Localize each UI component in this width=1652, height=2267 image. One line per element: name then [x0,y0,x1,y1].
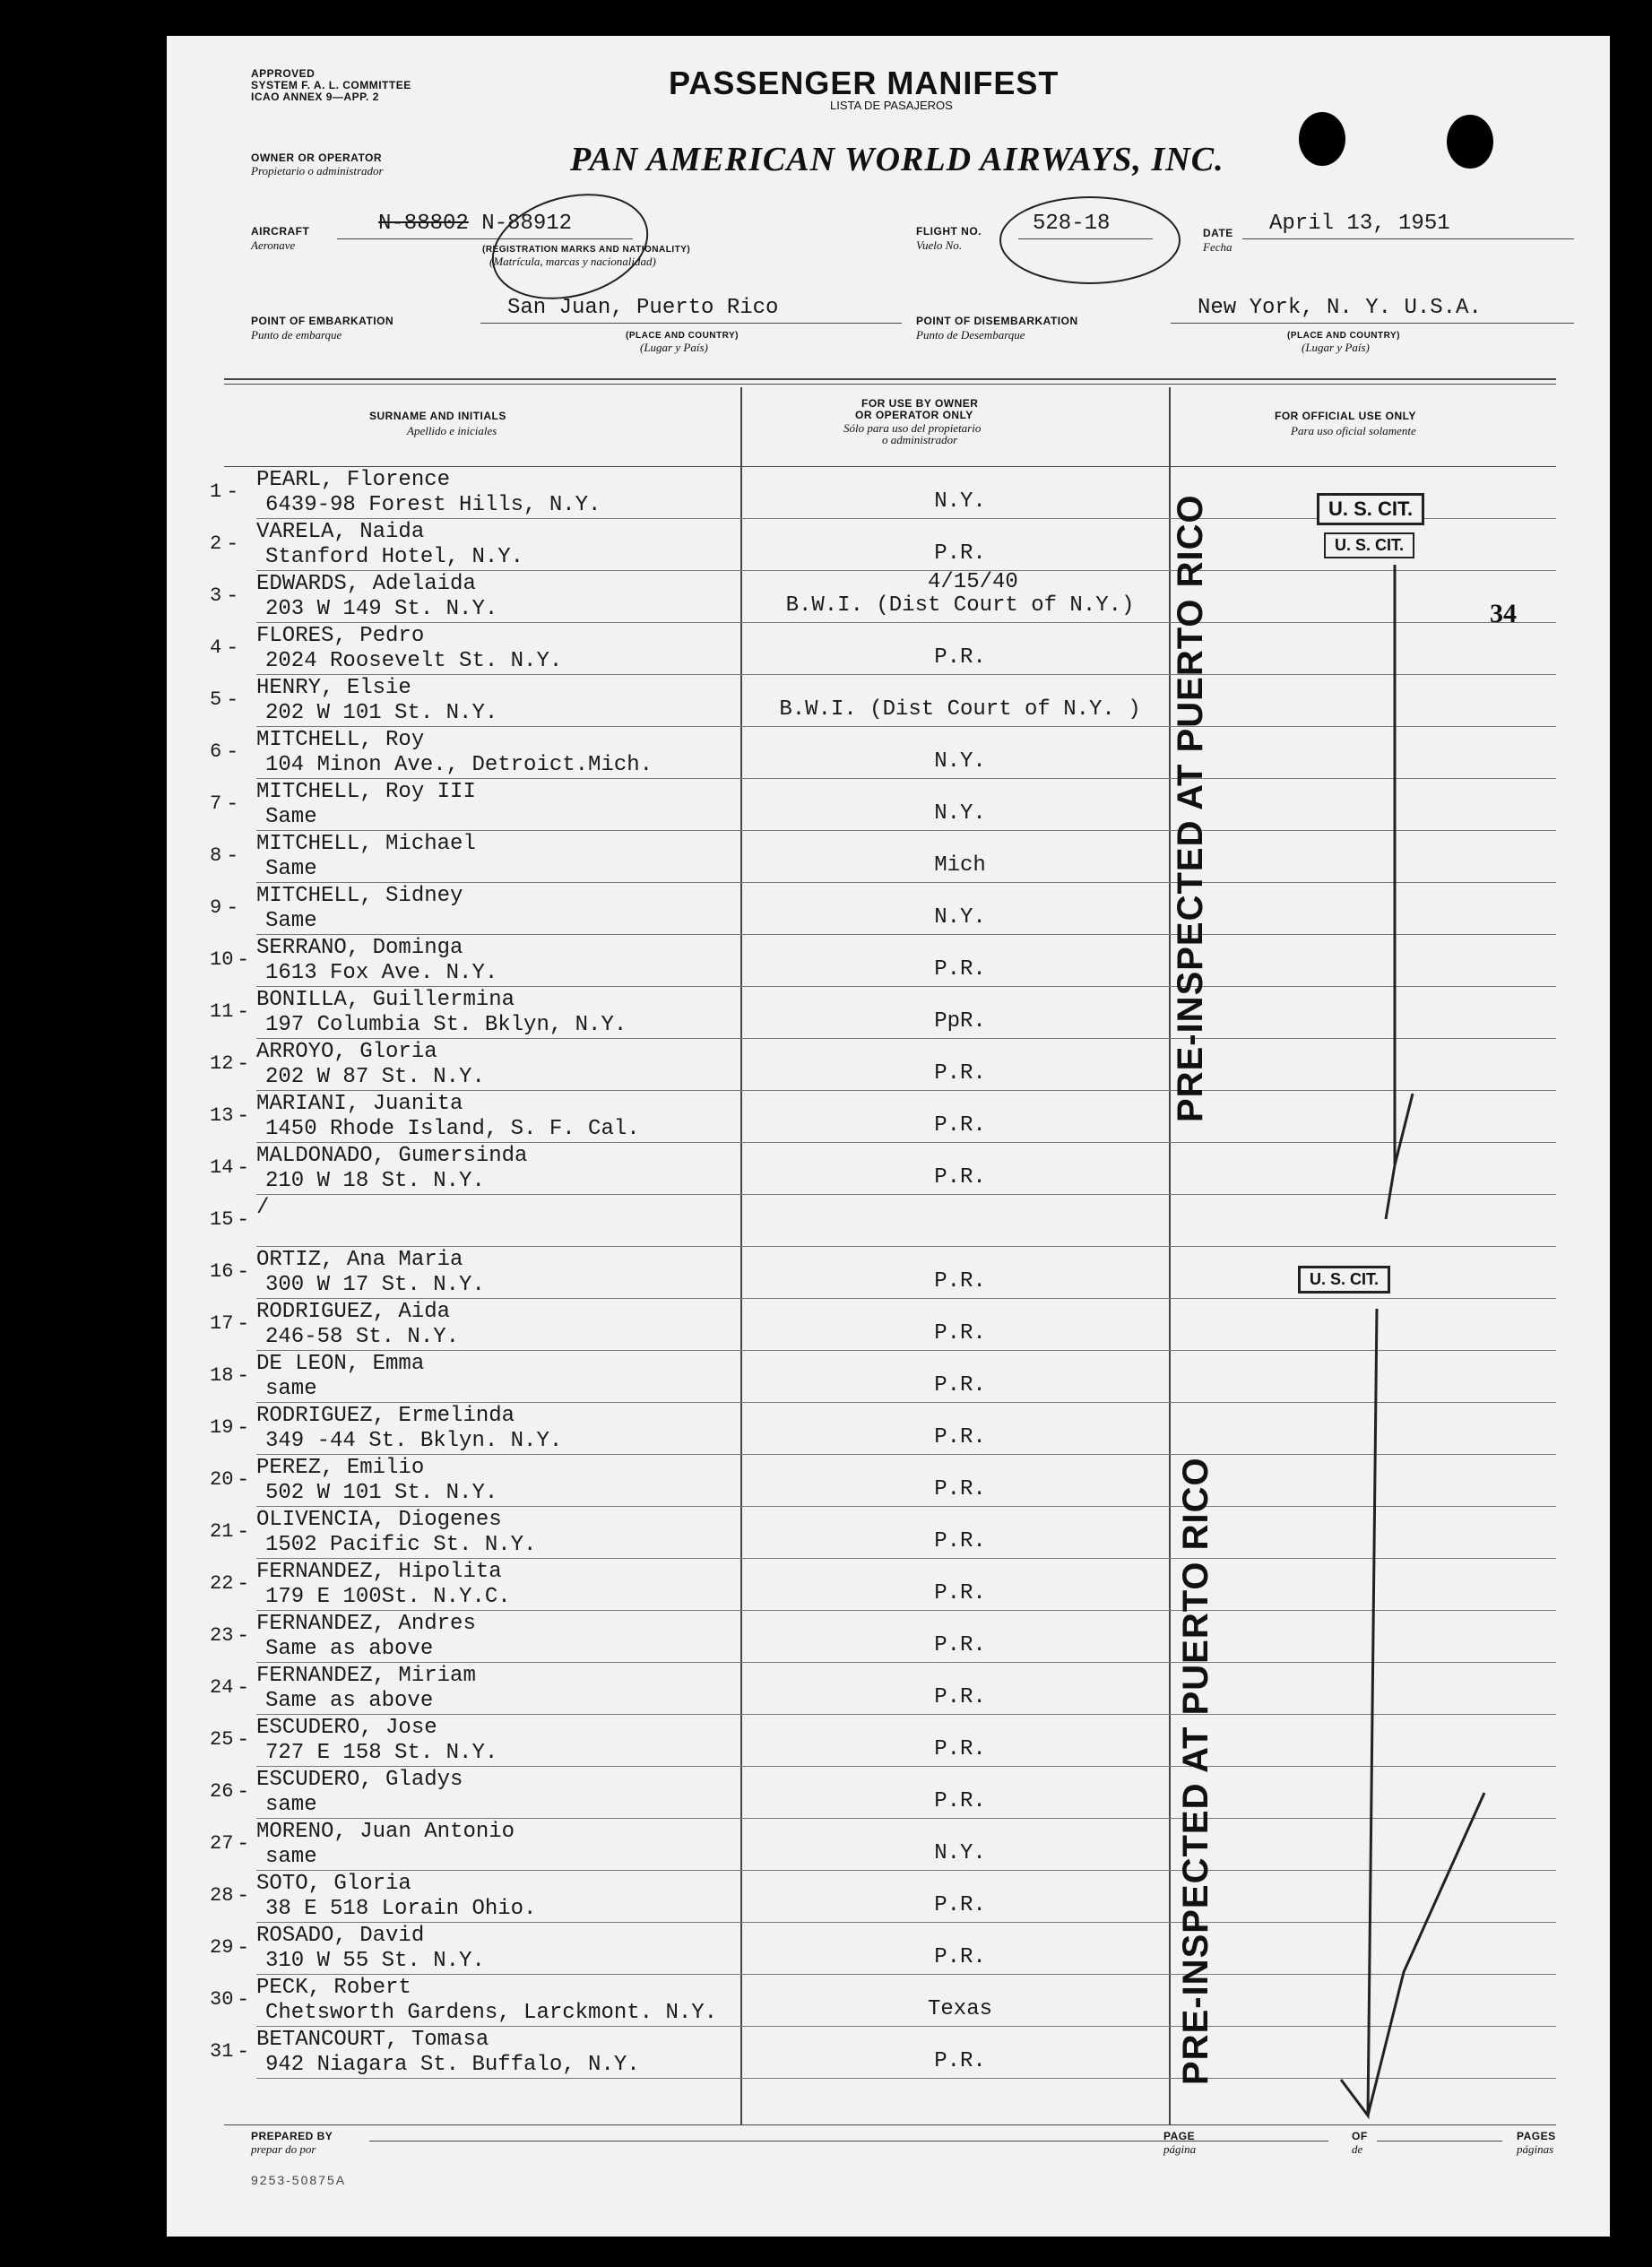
preinspected-stamp: PRE-INSPECTED AT PUERTO RICO [1171,494,1210,1122]
row-dash: - [237,1416,250,1441]
passenger-address: 1613 Fox Ave. N.Y. [265,961,498,985]
page-label-es: página [1163,2142,1197,2156]
us-cit-stamp: U. S. CIT. [1298,1266,1390,1294]
row-dash: - [237,1832,250,1856]
passenger-name: SOTO, Gloria [256,1872,411,1896]
passenger-name: BETANCOURT, Tomasa [256,2028,489,2052]
aircraft-label-es: Aeronave [251,238,296,252]
date-annotation: 4/15/40 [928,570,1018,594]
punch-hole [1447,115,1493,169]
col-owner-header-l1: FOR USE BY OWNER [861,397,979,410]
passenger-address: Same as above [265,1637,434,1661]
passenger-origin: P.R. [934,1321,986,1345]
passenger-address: 2024 Roosevelt St. N.Y. [265,649,563,673]
row-dash: - [237,1936,250,1960]
passenger-origin: N.Y. [934,1841,986,1865]
passenger-name: MALDONADO, Gumersinda [256,1144,528,1168]
passenger-number: 19 [210,1416,234,1439]
row-dash: - [237,1468,250,1493]
passenger-name: HENRY, Elsie [256,676,411,700]
passenger-address: same [265,1377,317,1401]
passenger-address: 197 Columbia St. Bklyn, N.Y. [265,1013,627,1037]
passenger-address: 202 W 101 St. N.Y. [265,701,498,725]
row-dash: - [237,1676,250,1700]
passenger-number: 22 [210,1572,234,1595]
passenger-number: 7 [210,792,222,815]
embark-label: POINT OF EMBARKATION [251,315,394,327]
passenger-address: 179 E 100St. N.Y.C. [265,1585,511,1609]
pages-label: PAGES [1517,2130,1556,2142]
passenger-number: 14 [210,1156,234,1179]
passenger-number: 24 [210,1676,234,1699]
tally-number: 34 [1490,599,1517,628]
passenger-address: Same [265,857,317,881]
check-mark [1332,1291,1511,2142]
passenger-number: 25 [210,1728,234,1751]
passenger-name: OLIVENCIA, Diogenes [256,1508,502,1532]
disembark-value: New York, N. Y. U.S.A. [1198,296,1482,320]
passenger-name: / [256,1196,270,1220]
date-label-es: Fecha [1203,240,1233,254]
row-dash: - [226,740,239,765]
passenger-origin: P.R. [934,1581,986,1605]
row-dash: - [237,1208,250,1233]
passenger-origin: N.Y. [934,905,986,930]
passenger-origin: P.R. [934,1165,986,1190]
date-label: DATE [1203,227,1233,239]
passenger-origin: P.R. [934,1061,986,1086]
passenger-number: 17 [210,1312,234,1335]
passenger-name: MORENO, Juan Antonio [256,1820,515,1844]
date-value: April 13, 1951 [1269,212,1450,236]
row-rule [256,1246,1556,1247]
row-dash: - [226,792,239,817]
approved-icao: ICAO ANNEX 9—APP. 2 [251,91,379,103]
col-surname-header-es: Apellido e iniciales [407,424,497,437]
passenger-origin: P.R. [934,1633,986,1657]
row-dash: - [226,480,239,505]
flight-label: FLIGHT NO. [916,225,982,238]
row-dash: - [237,1364,250,1389]
col-owner-header-l2: OR OPERATOR ONLY [855,409,973,421]
passenger-number: 18 [210,1364,234,1387]
row-dash: - [237,948,250,973]
passenger-number: 12 [210,1052,234,1075]
passenger-origin: P.R. [934,1113,986,1138]
passenger-origin: Mich [934,853,986,878]
passenger-address: 310 W 55 St. N.Y. [265,1949,485,1973]
passenger-name: ARROYO, Gloria [256,1040,437,1064]
passenger-origin: P.R. [934,1269,986,1294]
passenger-name: ORTIZ, Ana Maria [256,1248,463,1272]
prepared-label-es: prepar do por [251,2142,316,2156]
preinspected-stamp: PRE-INSPECTED AT PUERTO RICO [1176,1457,1215,2085]
row-dash: - [237,2040,250,2064]
passenger-origin: P.R. [934,1477,986,1501]
passenger-number: 13 [210,1104,234,1127]
disembark-label-es: Punto de Desembarque [916,328,1025,342]
col-official-header-es: Para uso oficial solamente [1291,424,1416,437]
passenger-name: MITCHELL, Roy III [256,780,476,804]
row-dash: - [226,844,239,869]
passenger-origin: P.R. [934,1893,986,1917]
passenger-number: 27 [210,1832,234,1855]
approved-system: SYSTEM F. A. L. COMMITTEE [251,79,411,91]
row-dash: - [237,1104,250,1129]
col-surname-header: SURNAME AND INITIALS [369,410,506,422]
row-dash: - [237,1884,250,1908]
passenger-name: RODRIGUEZ, Ermelinda [256,1404,515,1428]
pages-label-es: páginas [1517,2142,1554,2156]
row-dash: - [237,1988,250,2012]
owner-label-es: Propietario o administrador [251,164,384,177]
row-dash: - [237,1780,250,1804]
passenger-origin: P.R. [934,2049,986,2073]
embark-place-note-es: (Lugar y País) [640,341,708,354]
embark-label-es: Punto de embarque [251,328,342,342]
passenger-name: PEREZ, Emilio [256,1456,425,1480]
passenger-number: 5 [210,688,222,711]
passenger-address: same [265,1793,317,1817]
passenger-name: FERNANDEZ, Miriam [256,1664,476,1688]
operator-name: PAN AMERICAN WORLD AIRWAYS, INC. [570,141,1224,178]
passenger-origin: P.R. [934,1373,986,1397]
passenger-address: 502 W 101 St. N.Y. [265,1481,498,1505]
flight-label-es: Vuelo No. [916,238,963,252]
manifest-page [167,36,1610,2237]
row-dash: - [237,1728,250,1752]
disembark-label: POINT OF DISEMBARKATION [916,315,1078,327]
passenger-address: Stanford Hotel, N.Y. [265,545,524,569]
footer-code: 9253-50875A [251,2173,347,2187]
passenger-name: DE LEON, Emma [256,1352,425,1376]
passenger-origin: P.R. [934,1737,986,1761]
passenger-address: 300 W 17 St. N.Y. [265,1273,485,1297]
passenger-name: SERRANO, Dominga [256,936,463,960]
passenger-number: 9 [210,896,222,919]
passenger-number: 15 [210,1208,234,1231]
passenger-address: 6439-98 Forest Hills, N.Y. [265,493,601,517]
passenger-number: 4 [210,636,222,659]
passenger-number: 11 [210,1000,234,1023]
passenger-name: FLORES, Pedro [256,624,425,648]
aircraft-note-es: (Matrícula, marcas y nacionalidad) [489,255,656,268]
passenger-name: MARIANI, Juanita [256,1092,463,1116]
row-dash: - [237,1156,250,1181]
passenger-address: Same [265,805,317,829]
passenger-name: MITCHELL, Sidney [256,884,463,908]
disembark-place-note-es: (Lugar y País) [1302,341,1370,354]
passenger-name: FERNANDEZ, Andres [256,1612,476,1636]
passenger-address: 203 W 149 St. N.Y. [265,597,498,621]
aircraft-circle [485,179,655,314]
disembark-place-note: (PLACE AND COUNTRY) [1287,331,1400,341]
row-dash: - [226,688,239,713]
passenger-origin: Texas [927,1997,992,2021]
of-label-es: de [1352,2142,1363,2156]
embark-value: San Juan, Puerto Rico [507,296,779,320]
passenger-address: Same as above [265,1689,434,1713]
passenger-number: 2 [210,532,222,555]
passenger-address: 202 W 87 St. N.Y. [265,1065,485,1089]
passenger-name: PEARL, Florence [256,468,451,492]
passenger-origin: P.R. [934,1945,986,1969]
passenger-number: 31 [210,2040,234,2063]
row-dash: - [226,532,239,557]
passenger-origin: N.Y. [934,489,986,514]
passenger-origin: P.R. [934,1529,986,1553]
row-dash: - [237,1000,250,1025]
us-cit-stamp: U. S. CIT. [1324,532,1414,558]
embark-place-note: (PLACE AND COUNTRY) [626,331,739,341]
passenger-number: 23 [210,1624,234,1647]
approved-label: APPROVED [251,67,316,80]
row-dash: - [237,1052,250,1077]
flight-circle [991,186,1189,294]
passenger-number: 21 [210,1520,234,1543]
passenger-origin: N.Y. [934,801,986,826]
passenger-origin: B.W.I. (Dist Court of N.Y.) [785,593,1135,618]
passenger-number: 16 [210,1260,234,1283]
row-dash: - [226,584,239,609]
passenger-number: 1 [210,480,222,503]
passenger-name: VARELA, Naida [256,520,425,544]
aircraft-note: (REGISTRATION MARKS AND NATIONALITY) [482,245,691,255]
passenger-address: Same [265,909,317,933]
passenger-origin: P.R. [934,1425,986,1449]
passenger-origin: PpR. [934,1009,986,1034]
col-owner-header-l3: Sólo para uso del propietario [843,421,982,435]
col-owner-header-l4: o administrador [882,433,958,446]
passenger-origin: P.R. [934,645,986,670]
passenger-origin: P.R. [934,1685,986,1709]
passenger-name: PECK, Robert [256,1976,411,2000]
passenger-address: 1502 Pacific St. N.Y. [265,1533,537,1557]
page-title-es: LISTA DE PASAJEROS [830,99,953,112]
passenger-address: 349 -44 St. Bklyn. N.Y. [265,1429,563,1453]
aircraft-label: AIRCRAFT [251,225,310,238]
passenger-address: Chetsworth Gardens, Larckmont. N.Y. [265,2001,718,2025]
passenger-address: 38 E 518 Lorain Ohio. [265,1897,537,1921]
passenger-name: BONILLA, Guillermina [256,988,515,1012]
prepared-label: PREPARED BY [251,2130,333,2142]
punch-hole [1299,112,1345,166]
passenger-address: 246-58 St. N.Y. [265,1325,460,1349]
row-dash: - [226,896,239,921]
passenger-address: 727 E 158 St. N.Y. [265,1741,498,1765]
passenger-number: 8 [210,844,222,867]
passenger-address: same [265,1845,317,1869]
passenger-name: ROSADO, David [256,1924,425,1948]
row-dash: - [237,1312,250,1337]
passenger-number: 10 [210,948,234,971]
passenger-name: ESCUDERO, Jose [256,1716,437,1740]
passenger-origin: P.R. [934,957,986,982]
row-dash: - [237,1260,250,1285]
passenger-name: EDWARDS, Adelaida [256,572,476,596]
passenger-origin: B.W.I. (Dist Court of N.Y. ) [779,697,1141,722]
row-dash: - [237,1624,250,1648]
us-cit-stamp: U. S. CIT. [1317,493,1424,525]
passenger-address: 1450 Rhode Island, S. F. Cal. [265,1117,640,1141]
passenger-number: 3 [210,584,222,607]
passenger-address: 210 W 18 St. N.Y. [265,1169,485,1193]
passenger-origin: P.R. [934,1789,986,1813]
col-official-header: FOR OFFICIAL USE ONLY [1275,410,1416,422]
row-dash: - [226,636,239,661]
row-dash: - [237,1572,250,1596]
passenger-origin: P.R. [934,541,986,566]
passenger-address: 104 Minon Ave., Detroict.Mich. [265,753,653,777]
owner-label: OWNER OR OPERATOR [251,151,383,164]
row-dash: - [237,1520,250,1545]
flight-value: 528-18 [1033,212,1111,236]
page-label: PAGE [1163,2130,1196,2142]
passenger-name: MITCHELL, Roy [256,728,425,752]
passenger-number: 30 [210,1988,234,2011]
of-label: OF [1352,2130,1368,2142]
passenger-number: 6 [210,740,222,763]
passenger-name: MITCHELL, Michael [256,832,476,856]
passenger-number: 26 [210,1780,234,1803]
aircraft-value: N-88802 N-88912 [378,212,573,236]
passenger-address: 942 Niagara St. Buffalo, N.Y. [265,2053,640,2077]
passenger-number: 29 [210,1936,234,1959]
passenger-origin: N.Y. [934,749,986,774]
passenger-number: 20 [210,1468,234,1491]
passenger-name: ESCUDERO, Gladys [256,1768,463,1792]
passenger-number: 28 [210,1884,234,1907]
page-title: PASSENGER MANIFEST [669,65,1060,101]
passenger-name: RODRIGUEZ, Aida [256,1300,451,1324]
check-mark [1359,556,1431,1228]
passenger-name: FERNANDEZ, Hipolita [256,1560,502,1584]
